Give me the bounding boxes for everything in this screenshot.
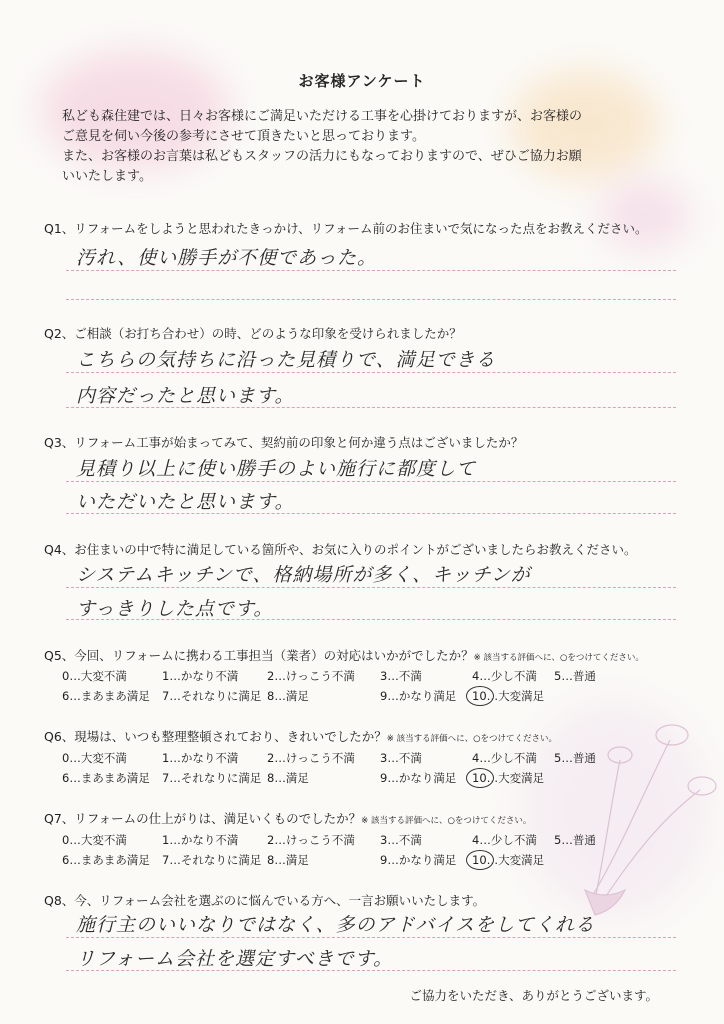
rating-note: ※ 該当する評価へに、○をつけてください。 (473, 653, 644, 663)
selected-circle (466, 686, 494, 706)
answer-line (66, 481, 676, 482)
answer-line (66, 372, 676, 373)
rating-option-1[interactable]: 1…かなり不満 (162, 751, 239, 765)
rating-option-2[interactable]: 2…けっこう不満 (267, 669, 355, 683)
rating-option-5[interactable]: 5…普通 (554, 751, 596, 765)
rating-option-5[interactable]: 5…普通 (554, 833, 596, 847)
answer-line (66, 407, 676, 408)
rating-option-6[interactable]: 6…まあまあ満足 (62, 771, 150, 785)
answer-2-line-2: 内容だったと思います。 (76, 385, 295, 407)
rating-option-5[interactable]: 5…普通 (554, 669, 596, 683)
answer-4-line-1: システムキッチンで、格納場所が多く、キッチンが (76, 564, 531, 586)
rating-option-0[interactable]: 0…大変不満 (62, 669, 127, 683)
answer-line (66, 299, 676, 300)
answer-line (66, 970, 676, 971)
rating-option-7[interactable]: 7…それなりに満足 (162, 853, 262, 867)
question-6-label: Q6、現場は、いつも整理整頓されており、きれいでしたか？ (44, 729, 387, 744)
rating-option-10[interactable]: 10…大変満足 (472, 689, 545, 703)
intro-line: ご意見を伺い今後の参考にさせて頂きたいと思っております。 (62, 129, 425, 144)
answer-2-line-1: こちらの気持ちに沿った見積りで、満足できる (76, 349, 496, 371)
question-7-label: Q7、リフォームの仕上がりは、満足いくものでしたか？ (44, 811, 362, 826)
rating-option-10[interactable]: 10…大変満足 (472, 771, 545, 785)
question-2: Q2、ご相談（お打ち合わせ）の時、どのような印象を受けられましたか？ (44, 326, 462, 341)
rating-option-6[interactable]: 6…まあまあ満足 (62, 689, 150, 703)
answer-4-line-2: すっきりした点です。 (76, 598, 274, 620)
answer-8-line-1: 施行主のいいなりではなく、多のアドバイスをしてくれる (76, 914, 596, 936)
rating-option-4[interactable]: 4…少し不満 (472, 751, 537, 765)
flower-illustration (560, 700, 720, 930)
rating-option-4[interactable]: 4…少し不満 (472, 669, 537, 683)
question-5-label: Q5、今回、リフォームに携わる工事担当（業者）の対応はいかがでしたか？ (44, 648, 474, 663)
rating-option-0[interactable]: 0…大変不満 (62, 751, 127, 765)
intro-line: いいたします。 (62, 169, 152, 184)
rating-option-2[interactable]: 2…けっこう不満 (267, 751, 355, 765)
rating-option-1[interactable]: 1…かなり不満 (162, 833, 239, 847)
answer-3-line-1: 見積り以上に使い勝手のよい施行に都度して (76, 458, 477, 480)
rating-option-3[interactable]: 3…不満 (380, 669, 422, 683)
answer-line (66, 587, 676, 588)
rating-option-9[interactable]: 9…かなり満足 (380, 853, 457, 867)
answer-line (66, 270, 676, 271)
intro-text (62, 107, 672, 187)
rating-option-3[interactable]: 3…不満 (380, 833, 422, 847)
answer-8-line-2: リフォーム会社を選定すべきです。 (76, 948, 394, 970)
intro-line: 私ども森住建では、日々お客様にご満足いただける工事を心掛けておりますが、お客様の (62, 109, 583, 124)
background-blush (600, 180, 690, 250)
question-7 (44, 809, 531, 827)
survey-title: お客様アンケート (298, 72, 426, 90)
intro-line: また、お客様のお言葉は私どもスタッフの活力にもなっておりますので、ぜひご協力お願 (62, 149, 582, 164)
rating-note: ※ 該当する評価へに、○をつけてください。 (361, 816, 532, 826)
rating-option-9[interactable]: 9…かなり満足 (380, 689, 457, 703)
answer-1-line-1: 汚れ、使い勝手が不便であった。 (76, 247, 377, 269)
rating-option-4[interactable]: 4…少し不満 (472, 833, 537, 847)
answer-line (66, 937, 676, 938)
answer-line (66, 513, 676, 514)
rating-option-8[interactable]: 8…満足 (267, 853, 309, 867)
rating-option-10[interactable]: 10…大変満足 (472, 853, 545, 867)
closing-message: ご協力をいただき、ありがとうございます。 (409, 988, 658, 1003)
rating-option-8[interactable]: 8…満足 (267, 689, 309, 703)
selected-circle (466, 768, 494, 788)
rating-option-7[interactable]: 7…それなりに満足 (162, 771, 262, 785)
rating-option-9[interactable]: 9…かなり満足 (380, 771, 457, 785)
rating-note: ※ 該当する評価へに、○をつけてください。 (386, 734, 558, 744)
rating-option-2[interactable]: 2…けっこう不満 (267, 833, 355, 847)
selected-circle (466, 850, 494, 870)
question-4: Q4、お住まいの中で特に満足している箇所や、お気に入りのポイントがございましたらお教えください。 (44, 542, 637, 557)
rating-option-0[interactable]: 0…大変不満 (62, 833, 127, 847)
question-1: Q1、リフォームをしようと思われたきっかけ、リフォーム前のお住まいで気になった点をお教えください。 (44, 221, 648, 236)
answer-3-line-2: いただいたと思います。 (76, 491, 295, 513)
rating-option-6[interactable]: 6…まあまあ満足 (62, 853, 150, 867)
question-3: Q3、リフォーム工事が始まってみて、契約前の印象と何か違う点はございましたか？ (44, 435, 524, 450)
question-6 (44, 727, 557, 745)
rating-option-8[interactable]: 8…満足 (267, 771, 309, 785)
question-5 (44, 646, 644, 664)
question-8: Q8、今、リフォーム会社を選ぶのに悩んでいる方へ、一言お願いいたします。 (44, 893, 486, 908)
rating-option-1[interactable]: 1…かなり不満 (162, 669, 239, 683)
answer-line (66, 619, 676, 620)
rating-option-7[interactable]: 7…それなりに満足 (162, 689, 262, 703)
rating-option-3[interactable]: 3…不満 (380, 751, 422, 765)
